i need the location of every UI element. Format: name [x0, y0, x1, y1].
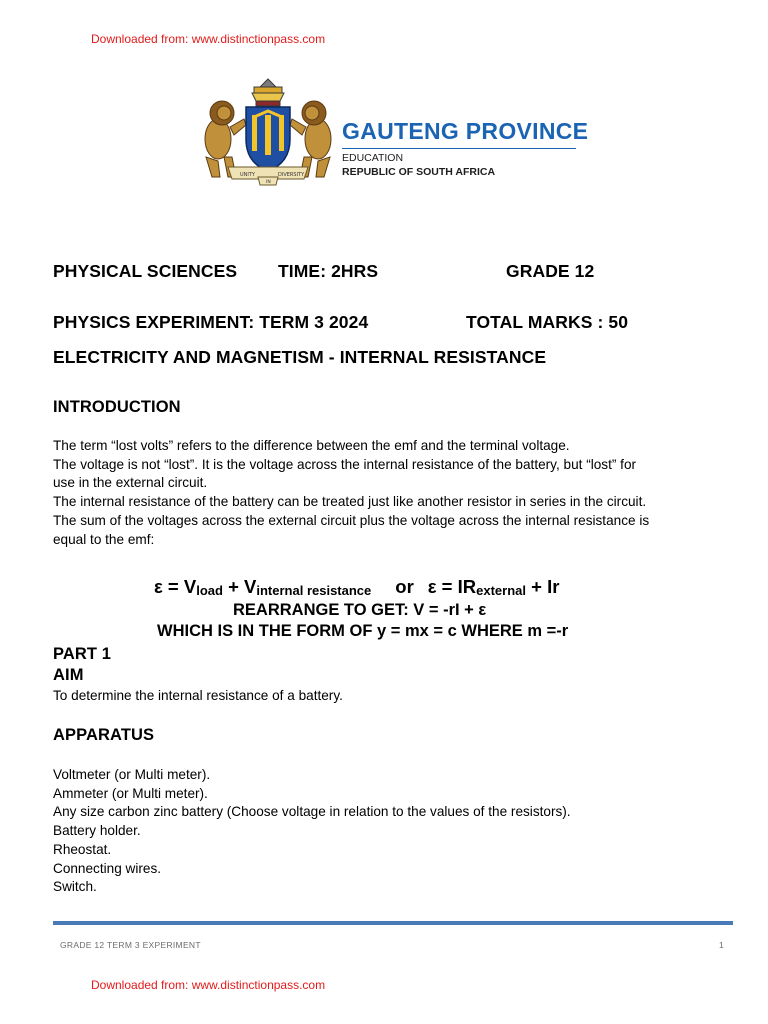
experiment-title: PHYSICS EXPERIMENT: TERM 3 2024 — [53, 312, 369, 332]
list-item: Voltmeter (or Multi meter). — [53, 767, 211, 782]
list-item: Switch. — [53, 879, 97, 895]
rearranged-equation: REARRANGE TO GET: V = -rI + ε — [233, 601, 487, 619]
intro-line: equal to the emf: — [53, 531, 155, 547]
logo-title: GAUTENG PROVINCE — [342, 118, 589, 144]
logo-divider — [342, 148, 576, 149]
exam-time: TIME: 2HRS — [278, 261, 379, 281]
intro-heading: INTRODUCTION — [53, 398, 181, 416]
list-item: Any size carbon zinc battery (Choose voltage in relation to the values of the resistors). — [53, 804, 571, 820]
list-item: Connecting wires. — [53, 860, 162, 876]
grade-label: GRADE 12 — [506, 261, 595, 281]
logo-line1: EDUCATION — [342, 152, 404, 164]
intro-paragraph — [53, 437, 733, 549]
logo-line2: REPUBLIC OF SOUTH AFRICA — [342, 166, 496, 178]
motto-bottom-text: IN — [266, 180, 271, 185]
apparatus-list — [53, 766, 571, 897]
aim-heading: AIM — [53, 666, 84, 684]
coat-of-arms-logo — [198, 77, 338, 187]
part1-heading: PART 1 — [53, 645, 112, 663]
subject-title: PHYSICAL SCIENCES — [53, 261, 238, 281]
motto-left-text: UNITY — [240, 172, 255, 178]
footer-rule — [53, 921, 733, 925]
apparatus-heading: APPARATUS — [53, 726, 155, 744]
intro-line: The sum of the voltages across the external circuit plus the voltage across the internal resistance is — [53, 512, 650, 528]
watermark-bottom: Downloaded from: www.distinctionpass.com — [91, 978, 326, 992]
linear-form-equation: WHICH IS IN THE FORM OF y = mx = c WHERE m =-r — [157, 622, 569, 640]
footer-label: GRADE 12 TERM 3 EXPERIMENT — [60, 940, 201, 950]
list-item: Battery holder. — [53, 823, 141, 839]
watermark-top: Downloaded from: www.distinctionpass.com — [91, 32, 326, 46]
emf-equation: $\varepsilon = V_{load} + V_{internal resistance}$ or $\varepsilon = IR_{external} + Ir$ — [154, 576, 560, 598]
aim-text: To determine the internal resistance of a battery. — [53, 688, 343, 703]
intro-line: use in the external circuit. — [53, 475, 208, 491]
page-number: 1 — [719, 940, 725, 950]
total-marks: TOTAL MARKS : 50 — [466, 312, 629, 332]
list-item: Rheostat. — [53, 841, 112, 857]
motto-right-text: DIVERSITY — [278, 172, 305, 178]
list-item: Ammeter (or Multi meter). — [53, 785, 208, 801]
topic-title: ELECTRICITY AND MAGNETISM - INTERNAL RESISTANCE — [53, 347, 547, 367]
intro-line: The internal resistance of the battery can be treated just like another resistor in series in the circuit. — [53, 494, 647, 510]
intro-line: The voltage is not “lost”. It is the voltage across the internal resistance of the battery, but “lost” for — [53, 456, 637, 472]
intro-line: The term “lost volts” refers to the difference between the emf and the terminal voltage. — [53, 438, 570, 453]
